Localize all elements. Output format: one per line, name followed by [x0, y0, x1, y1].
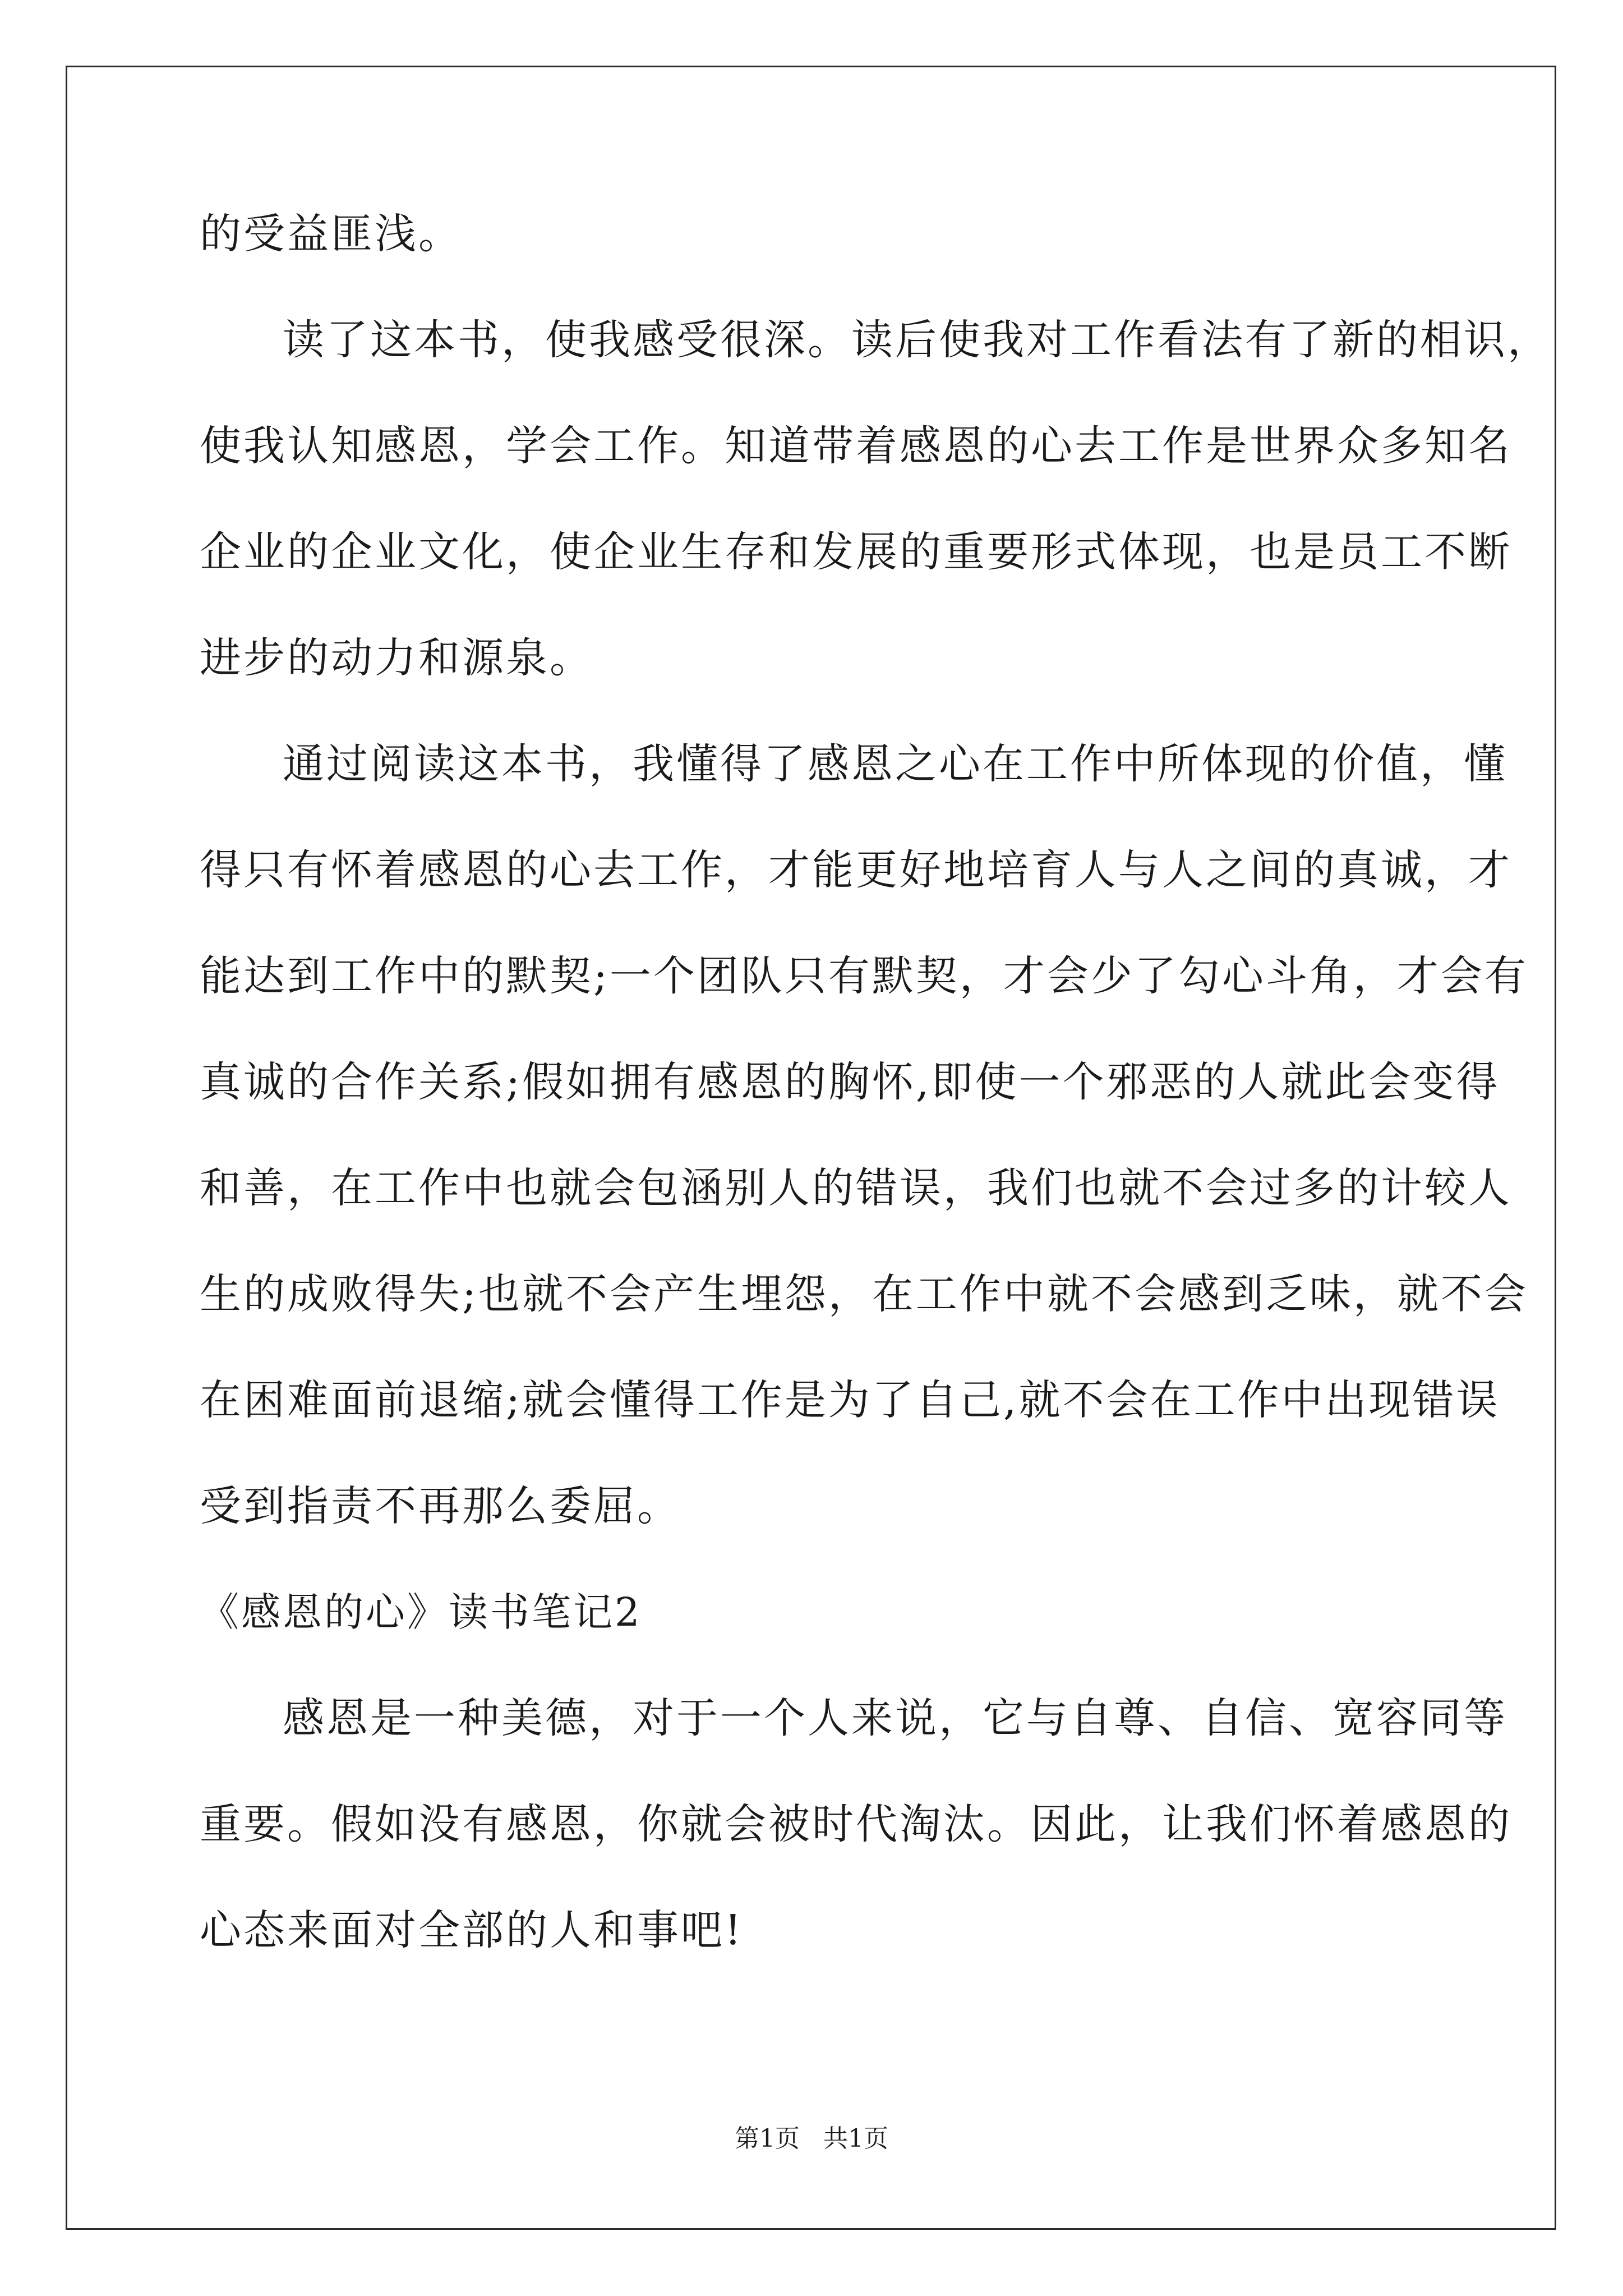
text-line: 进步的动力和源泉。: [200, 634, 593, 682]
text-line: 得只有怀着感恩的心去工作，才能更好地培育人与人之间的真诚，才: [200, 846, 1512, 894]
text-line: 企业的企业文化，使企业生存和发展的重要形式体现，也是员工不断: [200, 528, 1512, 576]
text-line: 通过阅读这本书，我懂得了感恩之心在工作中所体现的价值，懂: [283, 740, 1507, 788]
text-line: 心态来面对全部的人和事吧!: [200, 1906, 744, 1954]
text-line: 能达到工作中的默契;一个团队只有默契，才会少了勾心斗角，才会有: [200, 952, 1528, 1000]
text-line: 重要。假如没有感恩，你就会被时代淘汰。因此，让我们怀着感恩的: [200, 1800, 1512, 1848]
document-body: [200, 210, 1551, 2016]
page-number-footer: 第1页 共1页: [735, 2124, 888, 2153]
text-line: 在困难面前退缩;就会懂得工作是为了自己,就不会在工作中出现错误: [200, 1376, 1500, 1424]
text-line: 真诚的合作关系;假如拥有感恩的胸怀,即使一个邪恶的人就此会变得: [200, 1058, 1500, 1106]
text-line: 和善，在工作中也就会包涵别人的错误，我们也就不会过多的计较人: [200, 1164, 1512, 1212]
text-line: 使我认知感恩，学会工作。知道带着感恩的心去工作是世界众多知名: [200, 422, 1512, 470]
text-line: 的受益匪浅。: [200, 210, 462, 258]
section-heading: 《感恩的心》读书笔记2: [200, 1589, 642, 1635]
text-line: 生的成败得失;也就不会产生埋怨，在工作中就不会感到乏味，就不会: [200, 1270, 1528, 1318]
text-line: 受到指责不再那么委屈。: [200, 1482, 681, 1530]
text-line: 感恩是一种美德，对于一个人来说，它与自尊、自信、宽容同等: [283, 1694, 1507, 1742]
text-line: 读了这本书，使我感受很深。读后使我对工作看法有了新的相识，: [283, 316, 1551, 364]
